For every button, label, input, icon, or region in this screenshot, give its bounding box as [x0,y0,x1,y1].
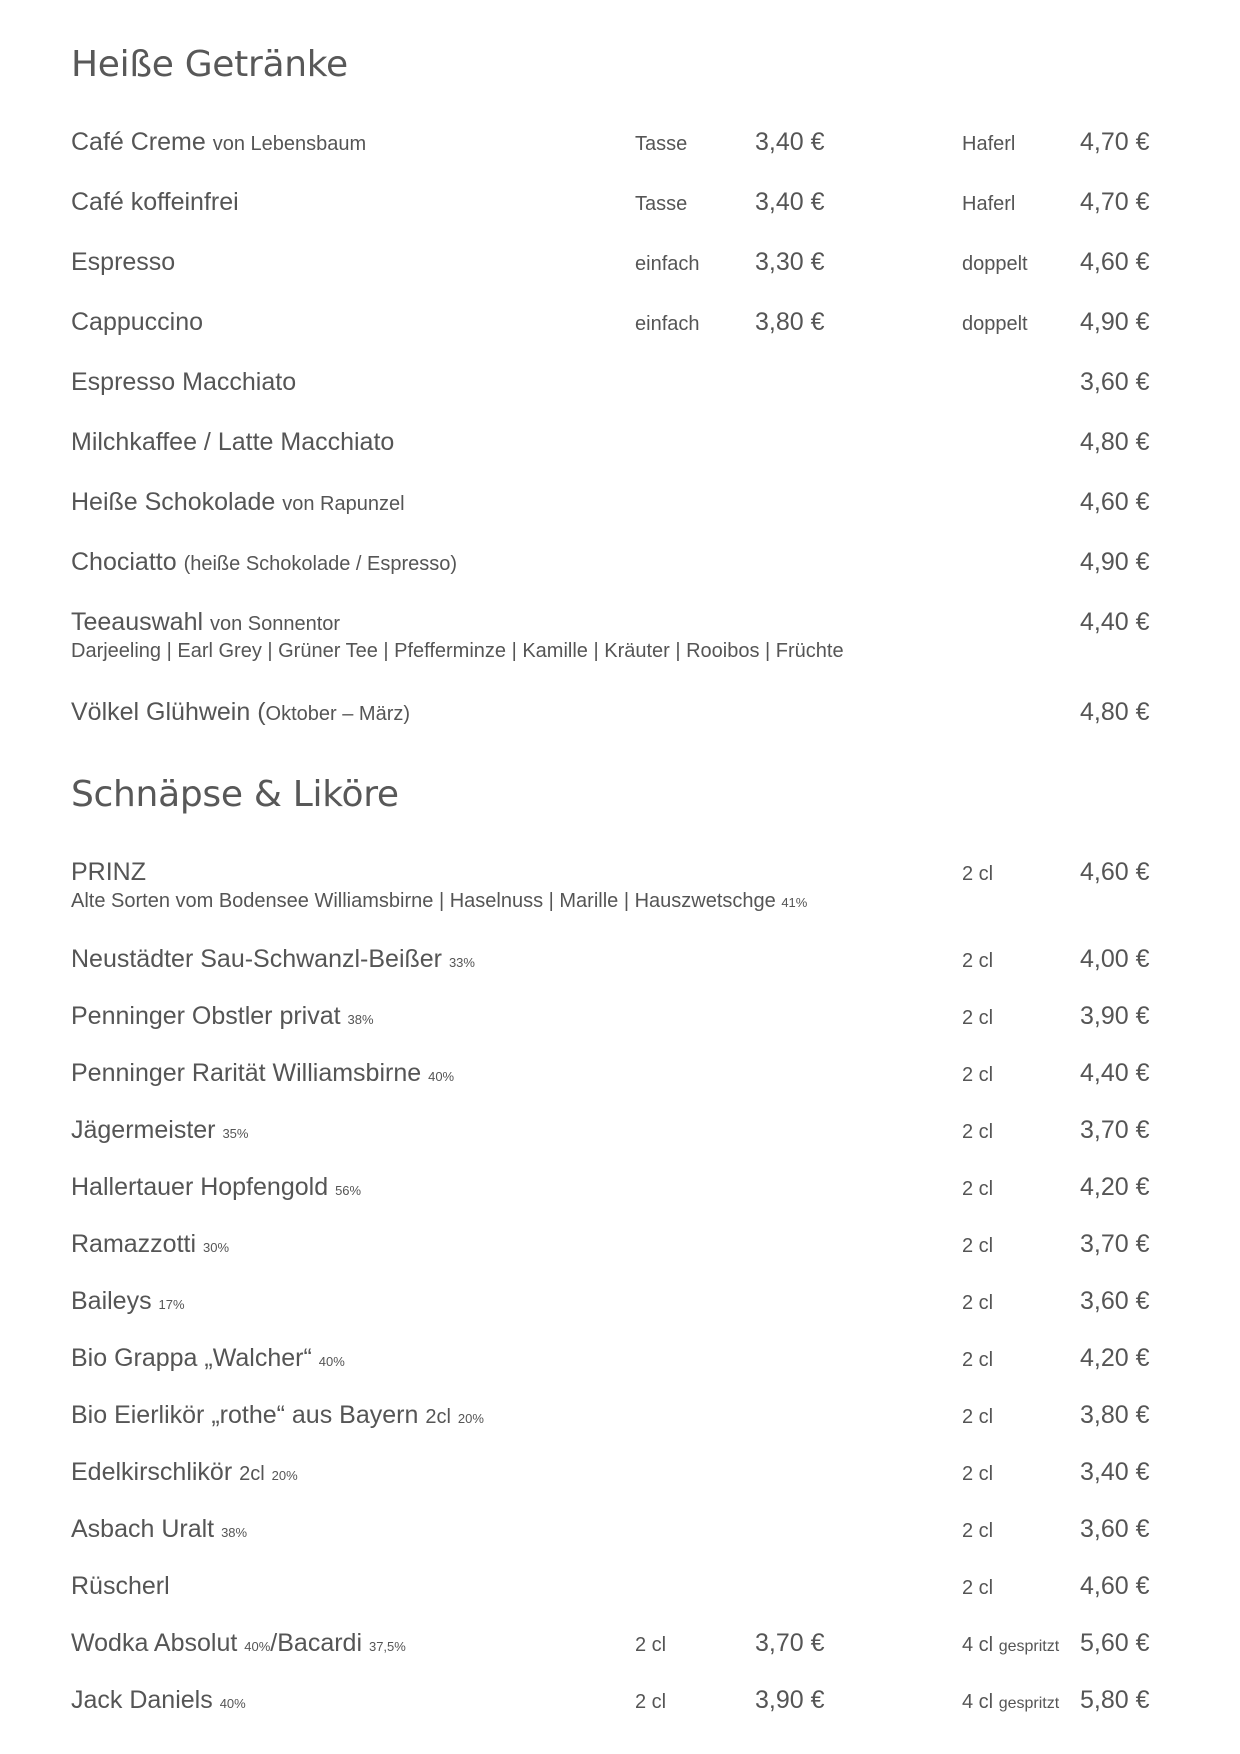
item-name: Bio Eierlikör „rothe“ aus Bayern [71,1401,419,1429]
item-size-2: 2 cl [962,1349,994,1371]
item-price-1: 3,70 € [755,1629,825,1657]
item-name: Edelkirschlikör [71,1458,233,1486]
menu-item [0,428,1240,468]
item-price-2: 3,60 € [1080,368,1150,396]
item-abv: 56% [335,1183,362,1198]
item-price-2: 4,40 € [1080,608,1150,636]
item-price-1: 3,40 € [755,188,825,216]
item-name: Bio Grappa „Walcher“ [71,1344,312,1372]
item-price-2: 3,40 € [1080,1458,1150,1486]
item-abv: 20% [271,1468,298,1483]
item-subtitle: Oktober – März) [265,703,411,725]
item-price-2: 4,60 € [1080,858,1150,886]
menu-item [0,1515,1240,1555]
menu-item [0,1458,1240,1498]
item-price-2: 4,60 € [1080,488,1150,516]
item-name-2: /Bacardi [270,1629,363,1657]
item-name: Teeauswahl [71,608,204,636]
item-price-2: 4,40 € [1080,1059,1150,1087]
menu-item [0,1344,1240,1384]
item-name: Penninger Rarität Williamsbirne [71,1059,422,1087]
item-name: Café koffeinfrei [71,188,239,216]
menu-item [0,945,1240,985]
menu-item [0,1686,1240,1726]
menu-item [0,1116,1240,1156]
item-size-2: 2 cl [962,1577,994,1599]
item-size-1: einfach [635,253,700,275]
item-size-2: 4 cl [962,1634,994,1656]
item-name: Baileys [71,1287,152,1315]
item-price-2: 3,60 € [1080,1515,1150,1543]
item-price-2: 4,70 € [1080,188,1150,216]
item-abv: 38% [347,1012,374,1027]
menu-item [0,368,1240,408]
item-price-2: 5,80 € [1080,1686,1150,1714]
item-subtitle: von Sonnentor [209,613,341,635]
item-size-2: 2 cl [962,1178,994,1200]
item-size-2: 2 cl [962,1292,994,1314]
item-abv: 35% [222,1126,249,1141]
item-abv: 40% [244,1639,271,1654]
item-size-2: 2 cl [962,1406,994,1428]
item-size-1: einfach [635,313,700,335]
item-size-2: doppelt [962,253,1028,275]
item-size-2-note: gespritzt [998,1695,1060,1712]
item-price-2: 4,90 € [1080,308,1150,336]
item-abv: 33% [448,955,475,970]
item-subtitle: von Lebensbaum [212,133,367,155]
item-price-2: 3,60 € [1080,1287,1150,1315]
item-size-1: 2 cl [635,1691,667,1713]
item-price-1: 3,30 € [755,248,825,276]
item-price-2: 3,70 € [1080,1230,1150,1258]
menu-item [0,488,1240,528]
item-abv: 20% [457,1411,484,1426]
item-name: Neustädter Sau-Schwanzl-Beißer [71,945,442,973]
item-price-2: 4,20 € [1080,1344,1150,1372]
item-abv: 40% [219,1696,246,1711]
item-price-1: 3,80 € [755,308,825,336]
item-size-1: Tasse [635,193,688,215]
item-name: Heiße Schokolade [71,488,276,516]
item-price-2: 5,60 € [1080,1629,1150,1657]
item-subtitle: von Rapunzel [282,493,405,515]
item-subtitle: (heiße Schokolade / Espresso) [183,553,458,575]
item-name: Ramazzotti [71,1230,197,1258]
item-name: Penninger Obstler privat [71,1002,341,1030]
menu-item [0,1401,1240,1441]
item-size-2-note: gespritzt [998,1638,1060,1655]
menu-item [0,548,1240,588]
item-size-2: Haferl [962,133,1016,155]
item-size-2: 2 cl [962,1007,994,1029]
item-name: Asbach Uralt [71,1515,215,1543]
item-name: PRINZ [71,858,146,886]
item-name: Espresso Macchiato [71,368,297,396]
item-size-2: 2 cl [962,1064,994,1086]
item-name: Cappuccino [71,308,204,336]
item-name: Hallertauer Hopfengold [71,1173,329,1201]
item-price-2: 4,60 € [1080,1572,1150,1600]
item-description: Alte Sorten vom Bodensee Williamsbirne | Haselnuss | Marille | Hauszwetschge [71,890,776,912]
item-abv: 38% [221,1525,248,1540]
menu-item [0,698,1240,738]
menu-item [0,1173,1240,1213]
item-name: Jack Daniels [71,1686,213,1714]
item-abv: 40% [318,1354,345,1369]
menu-item [0,1002,1240,1042]
menu-item [0,1059,1240,1099]
menu-item [0,1629,1240,1669]
menu-item [0,608,1240,678]
item-volume: 2cl [239,1463,265,1485]
item-name: Jägermeister [71,1116,216,1144]
item-price-2: 4,00 € [1080,945,1150,973]
item-size-2: 2 cl [962,863,994,885]
item-volume: 2cl [425,1406,451,1428]
menu-item [0,308,1240,348]
menu-item [0,1230,1240,1270]
item-price-2: 4,20 € [1080,1173,1150,1201]
section-title-schnapps-liqueurs: Schnäpse & Liköre [71,774,399,815]
item-price-2: 4,60 € [1080,248,1150,276]
item-price-2: 4,90 € [1080,548,1150,576]
item-description: Darjeeling | Earl Grey | Grüner Tee | Pfefferminze | Kamille | Kräuter | Rooibos | Früchte [71,640,844,662]
menu-item [0,1572,1240,1612]
item-size-2: 2 cl [962,1520,994,1542]
menu-item [0,858,1240,928]
item-name: Rüscherl [71,1572,170,1600]
item-name: Völkel Glühwein ( [71,698,266,726]
item-abv: 30% [203,1240,230,1255]
menu-item [0,128,1240,168]
menu-item [0,1287,1240,1327]
item-abv: 40% [428,1069,455,1084]
item-name: Espresso [71,248,176,276]
item-price-2: 3,80 € [1080,1401,1150,1429]
item-size-2: 2 cl [962,1463,994,1485]
item-price-2: 3,90 € [1080,1002,1150,1030]
section-title-hot-drinks: Heiße Getränke [71,44,348,85]
item-price-1: 3,90 € [755,1686,825,1714]
item-abv: 41% [781,895,808,910]
menu-item [0,188,1240,228]
item-size-2: doppelt [962,313,1028,335]
item-abv: 17% [158,1297,185,1312]
item-size-1: Tasse [635,133,688,155]
item-name: Milchkaffee / Latte Macchiato [71,428,395,456]
item-price-2: 3,70 € [1080,1116,1150,1144]
item-price-1: 3,40 € [755,128,825,156]
item-price-2: 4,70 € [1080,128,1150,156]
item-size-1: 2 cl [635,1634,667,1656]
item-price-2: 4,80 € [1080,698,1150,726]
item-size-2: 2 cl [962,1121,994,1143]
item-size-2: 2 cl [962,1235,994,1257]
item-name: Wodka Absolut [71,1629,238,1657]
menu-item [0,248,1240,288]
item-name: Café Creme [71,128,206,156]
item-price-2: 4,80 € [1080,428,1150,456]
item-size-2: 2 cl [962,950,994,972]
item-name: Chociatto [71,548,177,576]
item-size-2: 4 cl [962,1691,994,1713]
item-size-2: Haferl [962,193,1016,215]
item-abv-2: 37,5% [368,1639,406,1654]
